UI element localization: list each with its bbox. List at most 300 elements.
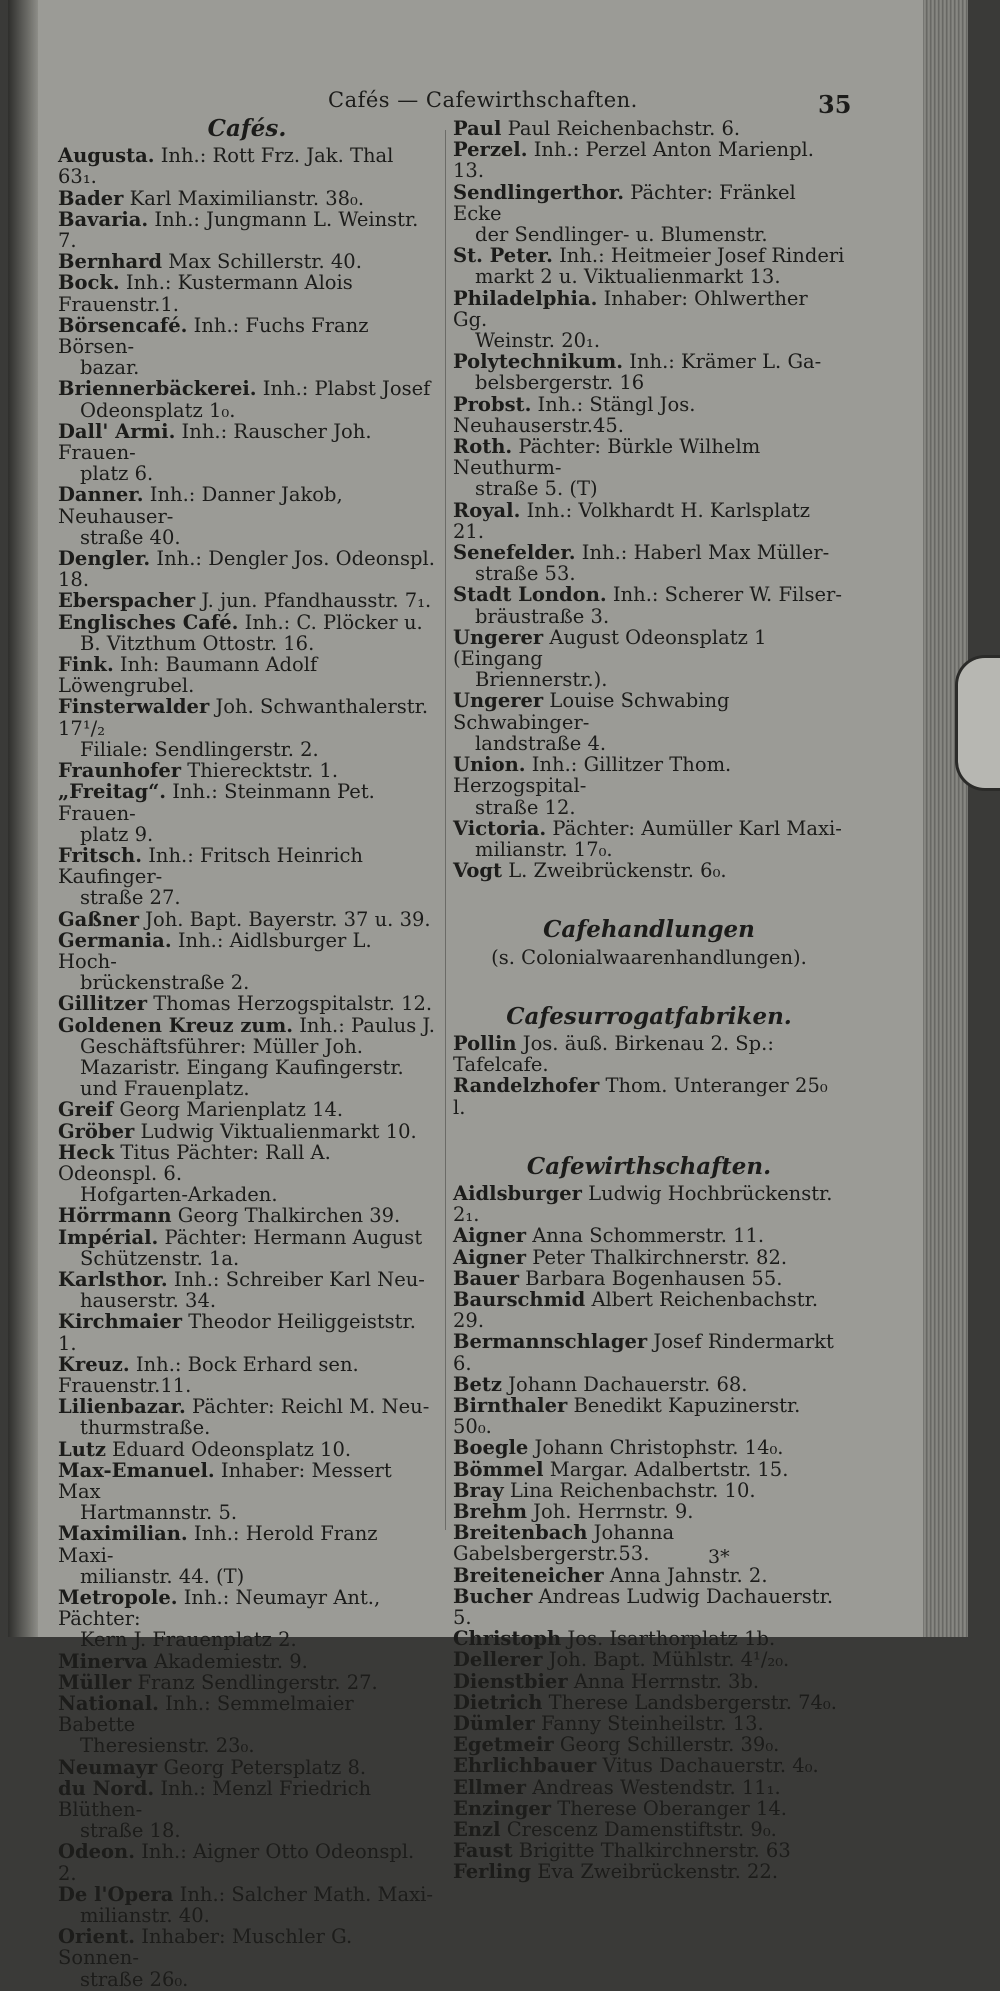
entry-name: Greif	[58, 1098, 114, 1122]
entry-name: Kreuz.	[58, 1352, 130, 1376]
entry-name: Heck	[58, 1140, 115, 1164]
entry-continuation: B. Vitzthum Ottostr. 16.	[80, 631, 315, 655]
entry-details: Jos. äuß. Birkenau 2. Sp.: Tafelcafe.	[453, 1031, 774, 1077]
entry-name: Müller	[58, 1670, 132, 1694]
list-item	[453, 1798, 845, 1819]
entry-continuation: Odeonsplatz 1₀.	[80, 398, 236, 422]
entry-name: Ungerer	[453, 625, 544, 649]
list-item	[453, 1437, 845, 1458]
list-item	[453, 1225, 845, 1246]
entry-details: Johanna Gabelsbergerstr.53.	[453, 1521, 675, 1566]
entry-details: Georg Marienplatz 14.	[113, 1098, 344, 1122]
list-item	[453, 1671, 845, 1692]
list-item	[453, 1755, 845, 1776]
list-item	[58, 1227, 436, 1269]
page-fore-edge	[923, 0, 968, 1637]
entry-details: Inh.: Danner Jakob, Neuhauser-	[58, 483, 343, 528]
list-item	[453, 1480, 845, 1501]
entry-continuation: milianstr. 44. (T)	[80, 1564, 245, 1588]
entry-name: Fraunhofer	[58, 759, 182, 783]
entry-name: Aigner	[453, 1245, 527, 1269]
list-item	[58, 696, 436, 760]
entry-details: Inh.: Aidlsburger L. Hoch-	[58, 928, 372, 973]
entry-name: Polytechnikum.	[453, 350, 624, 374]
entry-continuation: platz 6.	[80, 462, 154, 486]
entry-details: Thom. Unteranger 25₀ l.	[453, 1074, 828, 1119]
entry-name: Orient.	[58, 1925, 136, 1949]
entry-details: Inh.: C. Plöcker u.	[238, 610, 423, 634]
entry-name: Union.	[453, 753, 526, 777]
entry-continuation: straße 12.	[475, 795, 576, 819]
entry-continuation: bräustraße 3.	[475, 604, 610, 628]
entry-name: Victoria.	[453, 816, 547, 840]
list-item	[453, 627, 845, 691]
running-header: Cafés — Cafewirthschaften.	[328, 88, 638, 112]
entry-continuation: brückenstraße 2.	[80, 971, 250, 995]
entry-name: Christoph	[453, 1627, 562, 1651]
list-item	[453, 351, 845, 393]
list-item	[453, 584, 845, 626]
entry-details: Johann Dachauerstr. 68.	[501, 1372, 748, 1396]
entry-name: Paul	[453, 117, 502, 140]
entry-name: Dienstbier	[453, 1669, 568, 1693]
entry-details: Eva Zweibrückenstr. 22.	[531, 1860, 779, 1884]
entry-continuation: Hartmannstr. 5.	[80, 1501, 238, 1525]
entry-name: De l'Opera	[58, 1882, 174, 1906]
list-item	[453, 1522, 845, 1564]
list-item	[453, 118, 845, 139]
entry-name: Royal.	[453, 498, 521, 522]
entry-details: Inh.: Fuchs Franz Börsen-	[58, 313, 369, 359]
entry-name: Max-Emanuel.	[58, 1458, 215, 1482]
entry-name: Enzl	[453, 1818, 501, 1842]
entry-details: Karl Maximilianstr. 38₀.	[123, 186, 365, 210]
entry-details: Joh. Herrnstr. 9.	[526, 1499, 694, 1523]
list-item	[453, 394, 845, 436]
list-item	[453, 690, 845, 754]
list-item	[58, 1439, 436, 1460]
list-item	[453, 1459, 845, 1480]
list-item	[58, 654, 436, 696]
entry-details: Inh.: Steinmann Pet. Frauen-	[58, 780, 375, 825]
entry-details: Thierecktstr. 1.	[181, 759, 339, 783]
entry-details: Inh.: Perzel Anton Marienpl. 13.	[453, 138, 814, 183]
entry-name: Briennerbäckerei.	[58, 377, 257, 401]
thumb-index-tab	[955, 655, 1000, 791]
entry-details: Louise Schwabing Schwabinger-	[453, 689, 730, 734]
entry-name: Börsencafé.	[58, 313, 188, 337]
list-item	[58, 1841, 436, 1883]
entry-name: Breitenbach	[453, 1521, 588, 1545]
list-item	[58, 845, 436, 909]
entry-details: Inh.: Menzl Friedrich Blüthen-	[58, 1776, 372, 1822]
list-item	[453, 1649, 845, 1670]
entry-name: National.	[58, 1692, 159, 1716]
entry-name: Brehm	[453, 1499, 527, 1523]
entry-name: Lilienbazar.	[58, 1395, 186, 1419]
entry-details: Crescenz Damenstiftstr. 9₀.	[500, 1818, 777, 1842]
entry-details: Inh.: Herold Franz Maxi-	[58, 1522, 378, 1567]
left-column	[58, 115, 436, 1991]
entry-details: Inh.: Kustermann Alois Frauenstr.1.	[58, 271, 353, 316]
entry-name: Perzel.	[453, 138, 528, 162]
entry-details: Fanny Steinheilstr. 13.	[534, 1712, 764, 1736]
list-item	[58, 930, 436, 994]
entry-details: Inh.: Scherer W. Filser-	[606, 583, 842, 607]
entry-continuation: Geschäftsführer: Müller Joh. Mazaristr. Eingang Kaufingerstr. und Frauenplatz.	[80, 1034, 404, 1101]
entry-name: Bock.	[58, 271, 120, 295]
list-item	[58, 209, 436, 251]
entry-name: Finsterwalder	[58, 695, 210, 719]
entry-name: Breiteneicher	[453, 1563, 604, 1587]
list-item	[453, 436, 845, 500]
entry-name: Dall' Armi.	[58, 419, 176, 443]
entry-name: Ungerer	[453, 689, 544, 713]
list-item	[453, 245, 845, 287]
entry-continuation: landstraße 4.	[475, 731, 607, 755]
entry-name: Hörrmann	[58, 1204, 172, 1228]
list-item	[58, 1205, 436, 1226]
entry-name: Birnthaler	[453, 1393, 568, 1417]
entry-details: Brigitte Thalkirchnerstr. 63	[512, 1839, 791, 1863]
entry-details: Therese Oberanger 14.	[551, 1796, 787, 1820]
list-item	[58, 145, 436, 187]
list-item	[58, 1354, 436, 1396]
entry-name: Odeon.	[58, 1840, 136, 1864]
entry-details: Inh.: Neumayr Ant., Pächter:	[58, 1586, 381, 1631]
entry-details: Titus Pächter: Rall A. Odeonspl. 6.	[58, 1140, 331, 1185]
page-number: 35	[818, 90, 852, 119]
entry-name: Dengler.	[58, 547, 151, 571]
entry-name: Neumayr	[58, 1755, 158, 1779]
entry-details: Inh.: Plabst Josef	[256, 377, 431, 401]
list-item	[58, 272, 436, 314]
entry-details: Inhaber: Messert Max	[58, 1458, 392, 1503]
entry-name: Bucher	[453, 1584, 533, 1608]
entry-details: Akademiestr. 9.	[147, 1649, 308, 1673]
entry-name: Minerva	[58, 1649, 148, 1673]
column-divider	[445, 130, 446, 1530]
list-item	[58, 315, 436, 379]
entry-continuation: straße 5. (T)	[475, 477, 598, 501]
entry-details: Pächter: Hermann August	[158, 1225, 423, 1249]
section-heading-cafewirthschaften: Cafewirthschaften.	[526, 1152, 772, 1180]
entry-details: Albert Reichenbachstr. 29.	[453, 1287, 819, 1333]
right-column	[453, 118, 845, 1883]
entry-details: Inh.: Semmelmaier Babette	[58, 1692, 354, 1737]
entry-details: Anna Herrnstr. 3b.	[567, 1669, 760, 1693]
list-item	[453, 1840, 845, 1861]
entry-name: Aidlsburger	[453, 1181, 582, 1205]
list-item	[453, 818, 845, 860]
list-item	[58, 1015, 436, 1100]
list-item	[58, 1757, 436, 1778]
entry-details: Josef Rindermarkt 6.	[453, 1330, 834, 1375]
entry-name: Roth.	[453, 435, 513, 459]
entry-name: Fritsch.	[58, 843, 143, 867]
entry-name: Senefelder.	[453, 541, 576, 565]
list-item	[453, 1777, 845, 1798]
entry-name: Boegle	[453, 1436, 529, 1460]
entry-name: Enzinger	[453, 1796, 552, 1820]
page-gutter	[8, 0, 38, 1637]
cafe-list-continued	[453, 118, 845, 881]
entry-name: Probst.	[453, 392, 532, 416]
entry-details: Lina Reichenbachstr. 10.	[503, 1478, 756, 1502]
cross-reference: (s. Colonialwaarenhandlungen).	[491, 945, 807, 969]
list-item	[58, 1460, 436, 1524]
entry-details: Andreas Westendstr. 11₁.	[526, 1775, 781, 1799]
entry-details: Inh: Baumann Adolf Löwengrubel.	[58, 653, 318, 698]
entry-details: Inh.: Aigner Otto Odeonspl. 2.	[58, 1840, 415, 1885]
entry-name: Ellmer	[453, 1775, 526, 1799]
entry-details: Paul Reichenbachstr. 6.	[501, 117, 741, 140]
list-item	[58, 1651, 436, 1672]
entry-details: Jos. Isarthorplatz 1b.	[561, 1627, 776, 1651]
list-item	[453, 754, 845, 818]
list-item	[453, 1374, 845, 1395]
entry-continuation: der Sendlinger- u. Blumenstr.	[475, 223, 768, 247]
list-item	[453, 500, 845, 542]
list-item	[58, 421, 436, 485]
entry-name: du Nord.	[58, 1776, 155, 1800]
entry-continuation: markt 2 u. Viktualienmarkt 13.	[475, 265, 781, 289]
entry-details: Joh. Schwanthalerstr. 17¹/₂	[58, 695, 429, 740]
surrogate-list	[453, 1033, 845, 1118]
entry-name: Bavaria.	[58, 207, 149, 231]
entry-name: Eberspacher	[58, 589, 196, 613]
entry-details: Inh.: Krämer L. Ga-	[623, 350, 822, 374]
list-item	[58, 1693, 436, 1757]
entry-details: Joh. Bapt. Bayerstr. 37 u. 39.	[138, 907, 431, 931]
entry-name: Bömmel	[453, 1457, 544, 1481]
entry-name: Danner.	[58, 483, 144, 507]
entry-details: Ludwig Hochbrückenstr. 2₁.	[453, 1181, 833, 1227]
entry-continuation: bazar.	[80, 356, 140, 380]
list-item	[58, 378, 436, 420]
entry-continuation: straße 26₀.	[80, 1967, 189, 1991]
entry-name: Bray	[453, 1478, 504, 1502]
cafewirthschaften-list	[453, 1183, 845, 1883]
entry-details: August Odeonsplatz 1 (Eingang	[453, 625, 767, 671]
list-item	[58, 1311, 436, 1353]
entry-name: Karlsthor.	[58, 1267, 168, 1291]
entry-continuation: Weinstr. 20₁.	[475, 329, 601, 353]
entry-details: Inh.: Jungmann L. Weinstr. 7.	[58, 207, 419, 253]
entry-name: Pollin	[453, 1031, 517, 1055]
entry-details: Inh.: Gillitzer Thom. Herzogspital-	[453, 753, 732, 798]
entry-continuation: thurmstraße.	[80, 1416, 211, 1440]
list-item	[453, 1734, 845, 1755]
entry-details: Georg Petersplatz 8.	[157, 1755, 367, 1779]
entry-name: Germania.	[58, 928, 172, 952]
list-item	[58, 1884, 436, 1926]
entry-name: Randelzhofer	[453, 1074, 600, 1098]
entry-details: Inh.: Paulus J.	[293, 1013, 435, 1037]
entry-details: Max Schillerstr. 40.	[162, 250, 362, 274]
entry-details: Inhaber: Ohlwerther Gg.	[453, 286, 808, 331]
entry-name: St. Peter.	[453, 244, 553, 268]
entry-name: Impérial.	[58, 1225, 159, 1249]
entry-name: Dietrich	[453, 1690, 543, 1714]
entry-continuation: Hofgarten-Arkaden.	[80, 1183, 278, 1207]
entry-details: Margar. Adalbertstr. 15.	[543, 1457, 789, 1481]
entry-name: Ferling	[453, 1860, 532, 1884]
list-item	[453, 1075, 845, 1117]
list-item	[58, 612, 436, 654]
book-page	[8, 0, 968, 1991]
list-item	[58, 781, 436, 845]
entry-continuation: Kern J. Frauenplatz 2.	[80, 1628, 297, 1652]
entry-details: Eduard Odeonsplatz 10.	[105, 1437, 352, 1461]
entry-details: L. Zweibrückenstr. 6₀.	[502, 859, 727, 883]
entry-details: Barbara Bogenhausen 55.	[518, 1266, 783, 1290]
section-heading-cafesurrogatfabriken: Cafesurrogatfabriken.	[506, 1002, 792, 1030]
entry-details: Inh.: Rott Frz. Jak. Thal 63₁.	[58, 144, 394, 189]
list-item	[453, 1247, 845, 1268]
entry-name: Dellerer	[453, 1648, 543, 1672]
entry-details: Thomas Herzogspitalstr. 12.	[147, 992, 433, 1016]
entry-continuation: straße 18.	[80, 1819, 181, 1843]
entry-details: Inh.: Fritsch Heinrich Kaufinger-	[58, 843, 363, 889]
list-item	[58, 1587, 436, 1651]
entry-details: Pächter: Aumüller Karl Maxi-	[546, 816, 842, 840]
entry-name: Dümler	[453, 1712, 535, 1736]
list-item	[58, 1142, 436, 1206]
entry-name: Philadelphia.	[453, 286, 598, 310]
list-item	[58, 1099, 436, 1120]
entry-details: Pächter: Bürkle Wilhelm Neuthurm-	[453, 435, 761, 480]
entry-details: Inh.: Heitmeier Josef Rinderi	[552, 244, 845, 268]
list-item	[58, 1396, 436, 1438]
entry-name: Lutz	[58, 1437, 106, 1461]
entry-name: Englisches Café.	[58, 610, 239, 634]
entry-continuation: Theresienstr. 23₀.	[80, 1734, 255, 1758]
entry-details: Franz Sendlingerstr. 27.	[131, 1670, 378, 1694]
entry-continuation: hauserstr. 34.	[80, 1289, 217, 1313]
entry-name: Aigner	[453, 1224, 527, 1248]
entry-name: Egetmeir	[453, 1733, 554, 1757]
entry-name: Fink.	[58, 653, 114, 677]
entry-details: Vitus Dachauerstr. 4₀.	[596, 1754, 819, 1778]
entry-continuation: belsbergerstr. 16	[475, 371, 645, 395]
list-item	[453, 1183, 845, 1225]
signature-mark: 3*	[708, 1546, 730, 1568]
list-item	[58, 909, 436, 930]
list-item	[58, 484, 436, 548]
entry-name: Kirchmaier	[58, 1310, 183, 1334]
section-heading-cafes: Cafés.	[207, 115, 287, 142]
list-item	[453, 1819, 845, 1840]
list-item	[58, 590, 436, 611]
entry-name: Stadt London.	[453, 583, 607, 607]
entry-details: Inh.: Schreiber Karl Neu-	[167, 1267, 425, 1291]
entry-details: Peter Thalkirchnerstr. 82.	[526, 1245, 788, 1269]
entry-details: Andreas Ludwig Dachauerstr. 5.	[453, 1584, 834, 1629]
entry-name: Augusta.	[58, 144, 155, 168]
list-item	[58, 1672, 436, 1693]
list-item	[58, 1778, 436, 1842]
entry-continuation: platz 9.	[80, 822, 154, 846]
entry-details: Inh.: Haberl Max Müller-	[575, 541, 830, 565]
list-item	[453, 1033, 845, 1075]
cafe-list	[58, 145, 436, 1990]
list-item	[453, 1713, 845, 1734]
list-item	[453, 182, 845, 246]
entry-details: Pächter: Fränkel Ecke	[453, 180, 796, 225]
list-item	[453, 1268, 845, 1289]
entry-details: Joh. Bapt. Mühlstr. 4¹/₂₀.	[542, 1648, 790, 1672]
list-item	[453, 1331, 845, 1373]
entry-continuation: Schützenstr. 1a.	[80, 1246, 240, 1270]
entry-name: Sendlingerthor.	[453, 180, 625, 204]
entry-name: Metropole.	[58, 1586, 178, 1610]
list-item	[453, 1628, 845, 1649]
entry-details: Inh.: Stängl Jos. Neuhauserstr.45.	[453, 392, 696, 437]
list-item	[453, 1289, 845, 1331]
entry-name: Faust	[453, 1839, 513, 1863]
entry-name: Baurschmid	[453, 1287, 586, 1311]
list-item	[58, 1269, 436, 1311]
list-item	[58, 251, 436, 272]
entry-name: „Freitag“.	[58, 780, 167, 804]
list-item	[453, 1586, 845, 1628]
entry-name: Vogt	[453, 859, 502, 883]
entry-name: Bauer	[453, 1266, 519, 1290]
entry-details: Benedikt Kapuzinerstr. 50₀.	[453, 1393, 801, 1439]
list-item	[453, 860, 845, 881]
list-item	[58, 1926, 436, 1990]
entry-details: Inhaber: Muschler G. Sonnen-	[58, 1925, 353, 1970]
list-item	[453, 1692, 845, 1713]
list-item	[453, 542, 845, 584]
entry-continuation: straße 53.	[475, 562, 576, 586]
entry-details: Anna Jahnstr. 2.	[603, 1563, 768, 1587]
list-item	[58, 760, 436, 781]
entry-continuation: straße 27.	[80, 886, 181, 910]
entry-details: Inh.: Salcher Math. Maxi-	[173, 1882, 433, 1906]
entry-continuation: Filiale: Sendlingerstr. 2.	[80, 737, 319, 761]
section-heading-cafehandlungen: Cafehandlungen	[543, 916, 755, 944]
entry-details: Theodor Heiliggeiststr. 1.	[58, 1310, 416, 1355]
entry-name: Bernhard	[58, 250, 163, 274]
list-item	[453, 139, 845, 181]
entry-details: Georg Schillerstr. 39₀.	[553, 1733, 780, 1757]
entry-details: Ludwig Viktualienmarkt 10.	[134, 1119, 417, 1143]
entry-name: Ehrlichbauer	[453, 1754, 597, 1778]
entry-name: Maximilian.	[58, 1522, 188, 1546]
entry-name: Betz	[453, 1372, 502, 1396]
entry-name: Bermannschlager	[453, 1330, 648, 1354]
list-item	[58, 188, 436, 209]
list-item	[58, 1121, 436, 1142]
entry-details: Inh.: Volkhardt H. Karlsplatz 21.	[453, 498, 811, 543]
entry-continuation: Briennerstr.).	[475, 668, 608, 692]
entry-name: Bader	[58, 186, 124, 210]
list-item	[453, 1501, 845, 1522]
entry-continuation: milianstr. 40.	[80, 1904, 210, 1928]
entry-details: Pächter: Reichl M. Neu-	[185, 1395, 430, 1419]
entry-details: J. jun. Pfandhausstr. 7₁.	[195, 589, 432, 613]
list-item	[453, 288, 845, 352]
entry-details: Inh.: Dengler Jos. Odeonspl. 18.	[58, 547, 435, 592]
entry-name: Gaßner	[58, 907, 139, 931]
list-item	[453, 1565, 845, 1586]
entry-continuation: straße 40.	[80, 525, 181, 549]
list-item	[453, 1861, 845, 1882]
entry-details: Inh.: Bock Erhard sen. Frauenstr.11.	[58, 1352, 359, 1397]
entry-details: Johann Christophstr. 14₀.	[528, 1436, 784, 1460]
